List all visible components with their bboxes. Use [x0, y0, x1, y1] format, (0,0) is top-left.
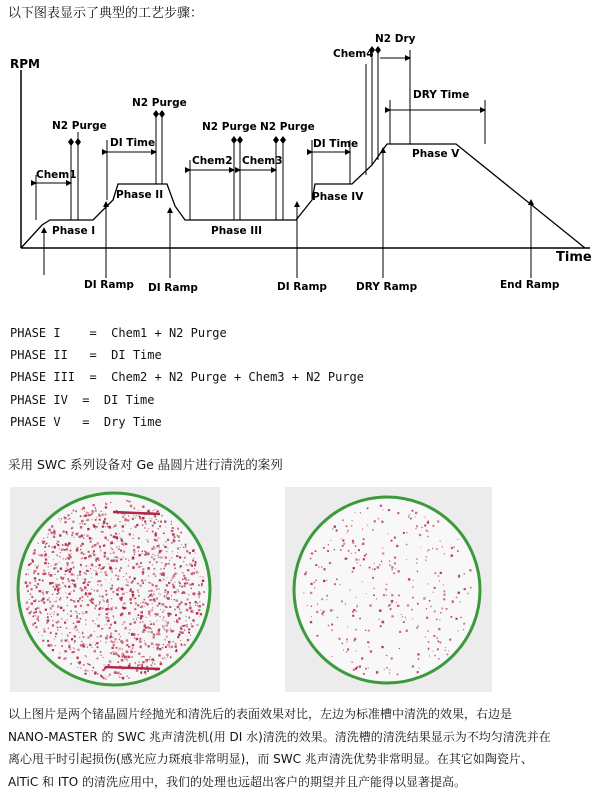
wafer-image-right [285, 487, 492, 692]
caption-line: 以上图片是两个锗晶圆片经抛光和清洗后的表面效果对比，左边为标准槽中清洗的效果，右边是 [8, 707, 513, 721]
phase-definitions [10, 322, 364, 433]
label-dry-ramp: DRY Ramp [356, 281, 418, 293]
label-chem3: Chem3 [242, 155, 283, 167]
phase-row: PHASE V = Dry Time [10, 414, 162, 429]
label-di-time-1: DI Time [110, 137, 156, 149]
caption-line: AlTiC 和 ITO 的清洗应用中，我们的处理也远超出客户的期望并且产能得以显著提高。 [8, 774, 466, 789]
label-n2-dry: N2 Dry [375, 33, 416, 45]
label-chem4: Chem4 [333, 48, 374, 60]
caption-line: 离心甩干时引起损伤(感光应力斑痕非常明显)，而 SWC 兆声清洗优势非常明显。在其它如陶瓷片、 [8, 752, 533, 766]
label-chem2: Chem2 [192, 155, 233, 167]
label-end-ramp: End Ramp [500, 279, 560, 291]
phase-row: PHASE II = DI Time [10, 348, 162, 363]
label-di-time-2: DI Time [313, 138, 359, 150]
label-di-ramp-3: DI Ramp [277, 281, 327, 293]
label-dry-time: DRY Time [413, 89, 470, 101]
label-phase-2: Phase II [116, 189, 164, 201]
wafer-photo-swc-megasonic [285, 487, 492, 692]
phase-row: PHASE III = Chem2 + N2 Purge + Chem3 + N2 Purge [10, 370, 365, 385]
label-phase-1: Phase I [52, 225, 96, 237]
label-phase-3: Phase III [211, 225, 263, 237]
label-di-ramp-2: DI Ramp [148, 282, 198, 294]
label-di-ramp-1: DI Ramp [84, 279, 134, 291]
phase-row: PHASE IV = DI Time [10, 392, 155, 407]
label-n2-purge-4: N2 Purge [260, 121, 315, 133]
wafer-image-left [10, 487, 220, 692]
label-n2-purge-1: N2 Purge [52, 120, 107, 132]
wafer-photo-standard-tank [10, 487, 220, 692]
x-axis-label: Time [556, 250, 592, 265]
label-n2-purge-2: N2 Purge [132, 97, 187, 109]
y-axis-label: RPM [10, 57, 40, 71]
phase-row: PHASE I = Chem1 + N2 Purge [10, 326, 227, 340]
label-chem1: Chem1 [36, 169, 77, 181]
result-caption [8, 703, 600, 793]
intro-text: 以下图表显示了典型的工艺步骤： [8, 6, 204, 21]
process-step-diagram [0, 20, 605, 298]
caption-line: NANO-MASTER 的 SWC 兆声清洗机(用 DI 水)清洗的效果。清洗槽的清洗结果显示为不均匀清洗并在 [8, 729, 551, 744]
label-n2-purge-3: N2 Purge [202, 121, 257, 133]
label-phase-4: Phase IV [312, 191, 364, 203]
case-title: 采用 SWC 系列设备对 Ge 晶圆片进行清洗的案列 [8, 457, 283, 472]
label-phase-5: Phase V [412, 148, 460, 160]
